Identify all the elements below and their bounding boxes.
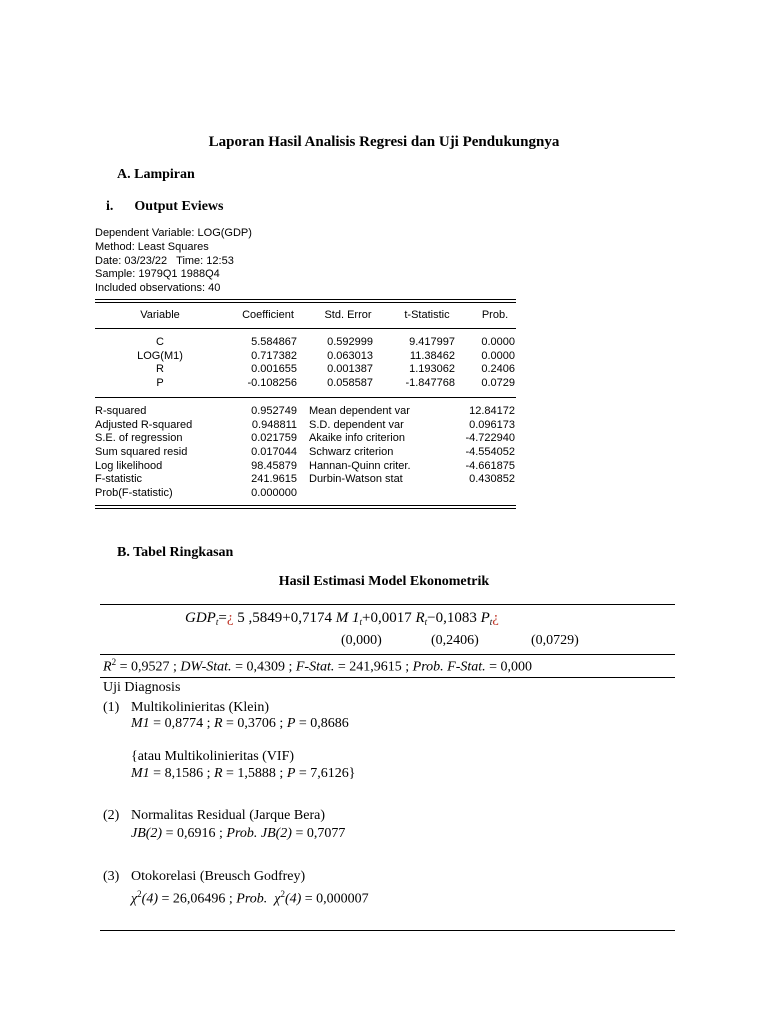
m1-label: M1 bbox=[131, 716, 150, 731]
stat-label: Durbin-Watson stat bbox=[309, 473, 403, 486]
prob-jb-label: Prob. JB(2) bbox=[226, 826, 292, 841]
col-std-error: Std. Error bbox=[324, 309, 372, 321]
pvalue-m1: (0,000) bbox=[341, 633, 382, 648]
summary-mid-rule bbox=[100, 654, 675, 655]
stat-label: S.D. dependent var bbox=[309, 418, 404, 431]
stat-label: Log likelihood bbox=[95, 459, 163, 472]
table-row bbox=[95, 405, 516, 419]
eviews-header-line: Sample: 1979Q1 1988Q4 bbox=[95, 268, 220, 281]
table-row bbox=[95, 460, 516, 474]
eq-var-r: R bbox=[415, 610, 425, 626]
r-label: R bbox=[213, 716, 223, 731]
table-row bbox=[95, 473, 516, 487]
std-error-value: 0.001387 bbox=[327, 363, 373, 376]
coefficient-value: -0.108256 bbox=[247, 377, 297, 390]
pvalue-p: (0,0729) bbox=[531, 633, 579, 648]
eviews-top-rule bbox=[95, 299, 516, 303]
vif-values bbox=[131, 766, 356, 782]
col-variable: Variable bbox=[140, 309, 180, 321]
jb-value: = 0,6916 ; bbox=[162, 826, 227, 841]
diag-1-title: Multikolinieritas (Klein) bbox=[131, 700, 270, 715]
table-row bbox=[95, 350, 516, 364]
table-row bbox=[95, 487, 516, 501]
eq-lhs-sub: t bbox=[215, 617, 219, 627]
chi-exponent: 2 bbox=[137, 889, 142, 899]
stat-label: Akaike info criterion bbox=[309, 432, 405, 445]
eq-lhs: GDP bbox=[185, 610, 216, 626]
diag-3-title: Otokorelasi (Breusch Godfrey) bbox=[131, 869, 306, 884]
eviews-header-rule bbox=[95, 328, 516, 329]
prob-value: 0.0729 bbox=[481, 377, 515, 390]
stat-value: 0.430852 bbox=[469, 473, 515, 486]
eviews-stats-table bbox=[95, 405, 516, 501]
table-row bbox=[95, 419, 516, 433]
prob-jb-value: = 0,7077 bbox=[291, 826, 346, 841]
eq-m1-sub: t bbox=[359, 617, 362, 627]
coefficient-value: 5.584867 bbox=[251, 336, 297, 348]
table-row bbox=[95, 363, 516, 377]
f-label: F-Stat. bbox=[295, 659, 335, 675]
diag-2-number: (2) bbox=[103, 808, 120, 823]
eviews-column-headers bbox=[95, 309, 516, 323]
document-title: Laporan Hasil Analisis Regresi dan Uji Pendukungnya bbox=[208, 134, 560, 150]
prob-f-value: = 0,000 bbox=[485, 659, 533, 675]
table-row bbox=[95, 432, 516, 446]
r2-value: = 0,9527 ; bbox=[116, 659, 181, 675]
stat-label: Prob(F-statistic) bbox=[95, 487, 173, 500]
stat-value: -4.722940 bbox=[465, 432, 515, 445]
summary-bottom-rule bbox=[100, 930, 675, 931]
r-label: R bbox=[213, 766, 223, 781]
eq-var-m1: M 1 bbox=[335, 610, 360, 626]
prob-chi-label: Prob. χ bbox=[236, 891, 281, 907]
stat-value: 0.017044 bbox=[251, 446, 297, 459]
stat-value: 0.021759 bbox=[251, 432, 297, 445]
t-stat-value: 1.193062 bbox=[409, 363, 455, 376]
eq-constant: 5 ,5849 bbox=[237, 610, 283, 626]
table-row bbox=[95, 377, 516, 391]
variable-name: P bbox=[156, 377, 164, 390]
p-label: P bbox=[286, 766, 296, 781]
col-t-statistic: t-Statistic bbox=[404, 309, 450, 321]
stat-value: 0.948811 bbox=[251, 418, 297, 431]
eq-plus: + bbox=[361, 610, 371, 626]
eviews-coef-rule bbox=[95, 397, 516, 398]
eviews-header-line: Included observations: 40 bbox=[95, 282, 221, 295]
coefficient-value: 0.717382 bbox=[251, 349, 297, 362]
std-error-value: 0.592999 bbox=[327, 336, 373, 348]
eq-glyph: ¿ bbox=[492, 610, 499, 626]
bg-values bbox=[131, 889, 369, 908]
r-value: = 1,5888 ; bbox=[222, 766, 287, 781]
eq-glyph: ¿ bbox=[226, 610, 234, 626]
eq-r-sub: t bbox=[424, 617, 428, 627]
stat-label: Schwarz criterion bbox=[309, 446, 394, 459]
variable-name: LOG(M1) bbox=[137, 349, 183, 362]
prob-value: 0.2406 bbox=[481, 363, 515, 376]
eq-minus: − bbox=[427, 610, 436, 626]
r-value: = 0,3706 ; bbox=[222, 716, 287, 731]
regression-equation bbox=[185, 610, 499, 627]
eq-plus: + bbox=[282, 610, 291, 626]
variable-name: R bbox=[156, 363, 164, 376]
section-a-heading: A. Lampiran bbox=[117, 167, 195, 182]
summary-heading: Hasil Estimasi Model Ekonometrik bbox=[278, 574, 490, 589]
eq-coef-m1: 0,7174 bbox=[290, 610, 332, 626]
vif-title: {atau Multikolinieritas (VIF) bbox=[131, 749, 295, 764]
diag-1-number: (1) bbox=[103, 700, 120, 715]
t-stat-value: 9.417997 bbox=[409, 336, 455, 348]
dw-value: = 0,4309 ; bbox=[231, 659, 296, 675]
coefficient-value: 0.001655 bbox=[251, 363, 297, 376]
eq-var-p: P bbox=[480, 610, 490, 626]
p-value: = 0,8686 bbox=[295, 716, 349, 731]
prob-chi-arg: (4) bbox=[284, 891, 302, 907]
summary-stats-rule bbox=[100, 677, 675, 678]
stat-label: Sum squared resid bbox=[95, 446, 188, 459]
prob-value: 0.0000 bbox=[481, 336, 515, 348]
prob-f-label: Prob. F-Stat. bbox=[412, 659, 486, 675]
eviews-header-line: Method: Least Squares bbox=[95, 240, 209, 253]
prob-chi-exponent: 2 bbox=[280, 889, 285, 899]
stat-label: R-squared bbox=[95, 405, 147, 417]
variable-name: C bbox=[156, 336, 164, 348]
eviews-header-line: Date: 03/23/22 Time: 12:53 bbox=[95, 254, 234, 267]
eq-sign: = bbox=[218, 610, 227, 626]
table-row bbox=[95, 446, 516, 460]
dw-label: DW-Stat. bbox=[180, 659, 232, 675]
klein-values bbox=[131, 716, 349, 732]
section-i-heading: i. Output Eviews bbox=[106, 199, 224, 214]
eq-p-sub: t bbox=[489, 617, 493, 627]
t-stat-value: 11.38462 bbox=[409, 349, 455, 362]
stat-value: 0.952749 bbox=[251, 405, 297, 417]
chi-arg: (4) bbox=[141, 891, 158, 907]
jb-label: JB(2) bbox=[131, 826, 163, 841]
m1-value: = 8,1586 ; bbox=[149, 766, 214, 781]
stat-value: -4.661875 bbox=[465, 459, 515, 472]
fit-statistics-line bbox=[103, 657, 532, 676]
stat-value: 98.45879 bbox=[251, 459, 297, 472]
eq-coef-p: 0,1083 bbox=[435, 610, 477, 626]
stat-value: 0.096173 bbox=[469, 418, 515, 431]
stat-value: 241.9615 bbox=[251, 473, 297, 486]
chi-label: χ bbox=[131, 891, 138, 907]
stat-label: Adjusted R-squared bbox=[95, 418, 193, 431]
chi-value: = 26,06496 ; bbox=[158, 891, 237, 907]
prob-chi-value: = 0,000007 bbox=[301, 891, 369, 907]
diag-3-number: (3) bbox=[103, 869, 120, 884]
pvalue-r: (0,2406) bbox=[431, 633, 479, 648]
m1-value: = 0,8774 ; bbox=[149, 716, 214, 731]
stat-label: Hannan-Quinn criter. bbox=[309, 459, 411, 472]
std-error-value: 0.063013 bbox=[327, 349, 373, 362]
stat-value: 0.000000 bbox=[251, 487, 297, 500]
eviews-bottom-rule bbox=[95, 505, 516, 509]
eviews-header bbox=[95, 227, 252, 296]
m1-label: M1 bbox=[131, 766, 150, 781]
col-prob: Prob. bbox=[481, 309, 509, 321]
stat-label: F-statistic bbox=[95, 473, 143, 486]
section-b-heading: B. Tabel Ringkasan bbox=[117, 545, 234, 560]
eviews-header-line: Dependent Variable: LOG(GDP) bbox=[95, 227, 252, 239]
col-coefficient: Coefficient bbox=[242, 309, 294, 321]
diagnosis-title: Uji Diagnosis bbox=[103, 680, 181, 695]
p-value: = 7,6126} bbox=[295, 766, 356, 781]
stat-label: Mean dependent var bbox=[309, 405, 410, 417]
eq-coef-r: 0,0017 bbox=[370, 610, 412, 626]
prob-value: 0.0000 bbox=[481, 349, 515, 362]
jb-values bbox=[131, 826, 345, 842]
stat-value: 12.84172 bbox=[469, 405, 515, 417]
summary-top-rule bbox=[100, 604, 675, 605]
t-stat-value: -1.847768 bbox=[405, 377, 455, 390]
diag-2-title: Normalitas Residual (Jarque Bera) bbox=[131, 808, 325, 823]
r2-exponent: 2 bbox=[111, 657, 117, 667]
r2-label: R bbox=[103, 659, 112, 675]
table-row bbox=[95, 336, 516, 350]
p-label: P bbox=[286, 716, 296, 731]
f-value: = 241,9615 ; bbox=[334, 659, 413, 675]
stat-label: S.E. of regression bbox=[95, 432, 183, 445]
std-error-value: 0.058587 bbox=[327, 377, 373, 390]
eviews-coef-table bbox=[95, 336, 516, 391]
stat-value: -4.554052 bbox=[465, 446, 515, 459]
